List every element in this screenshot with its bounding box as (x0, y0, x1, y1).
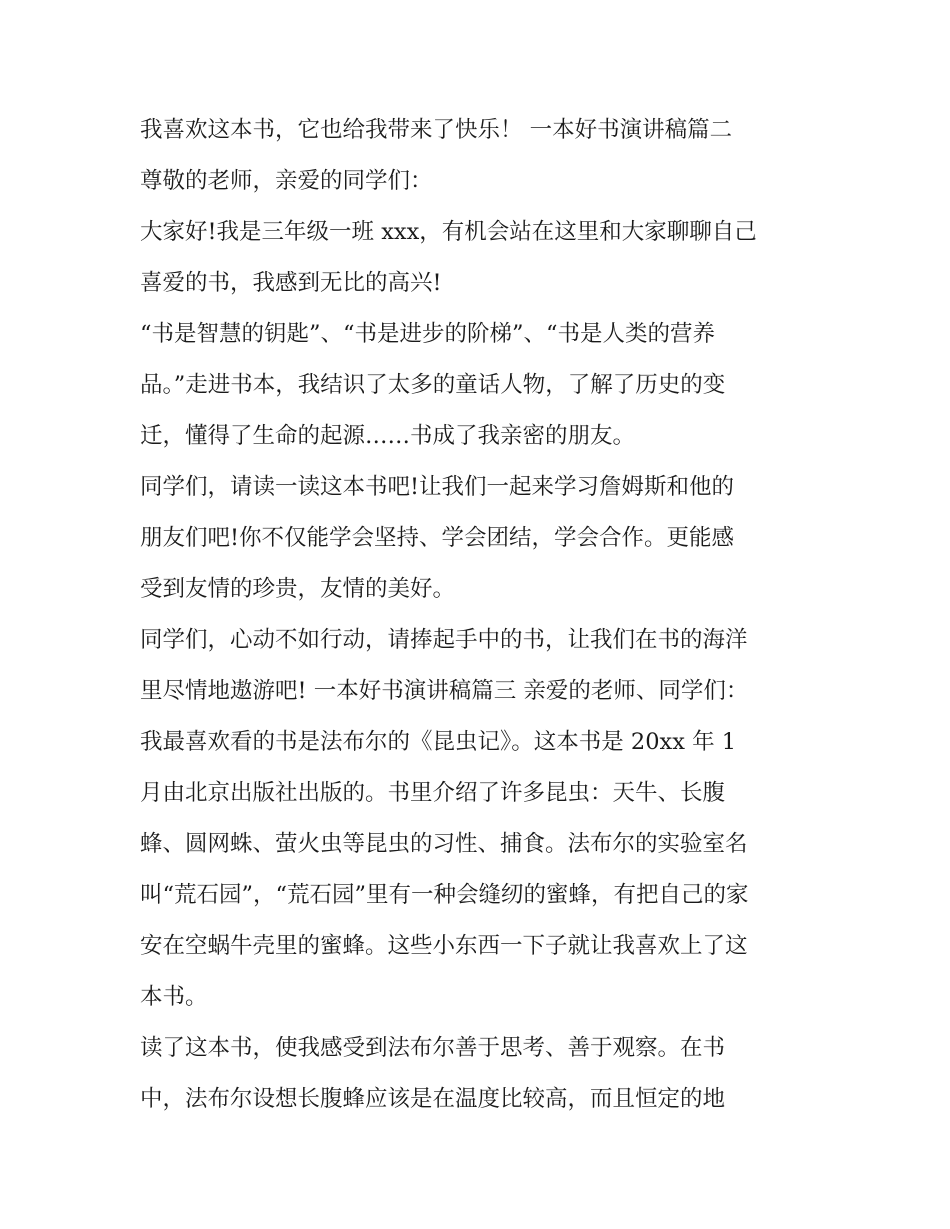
text-line: 叫“荒石园”，“荒石园”里有一种会缝纫的蜜蜂，有把自己的家 (140, 882, 749, 908)
text-line: 受到友情的珍贵，友情的美好。 (140, 576, 456, 602)
text-line: 里尽情地遨游吧! 一本好书演讲稿篇三 亲爱的老师、同学们： (140, 678, 749, 704)
text-line: 安在空蜗牛壳里的蜜蜂。这些小东西一下子就让我喜欢上了这 (140, 933, 748, 959)
document-body (140, 105, 812, 1125)
text-line: 品。”走进书本，我结识了太多的童话人物，了解了历史的变 (140, 372, 726, 398)
text-line: “书是智慧的钥匙”、“书是进步的阶梯”、“书是人类的营养 (140, 321, 716, 347)
text-line: 同学们，请读一读这本书吧!让我们一起来学习詹姆斯和他的 (140, 474, 735, 500)
text-line: 月由北京出版社出版的。书里介绍了许多昆虫：天牛、长腹 (140, 780, 726, 806)
text-line: 尊敬的老师，亲爱的同学们： (140, 168, 433, 194)
text-line: 本书。 (140, 984, 208, 1010)
text-line: 蜂、圆网蛛、萤火虫等昆虫的习性、捕食。法布尔的实验室名 (140, 831, 748, 857)
text-line: 喜爱的书，我感到无比的高兴! (140, 270, 442, 296)
text-line: 同学们，心动不如行动，请捧起手中的书，让我们在书的海洋 (140, 627, 748, 653)
text-line: 中，法布尔设想长腹蜂应该是在温度比较高，而且恒定的地 (140, 1086, 726, 1112)
text-line: 我最喜欢看的书是法布尔的《昆虫记》。这本书是 20xx 年 1 (140, 729, 737, 755)
text-line: 读了这本书，使我感受到法布尔善于思考、善于观察。在书 (140, 1035, 726, 1061)
text-line: 迁，懂得了生命的起源……书成了我亲密的朋友。 (140, 423, 636, 449)
text-line: 大家好!我是三年级一班 xxx，有机会站在这里和大家聊聊自己 (140, 219, 757, 245)
text-line: 我喜欢这本书，它也给我带来了快乐！ 一本好书演讲稿篇二 (140, 117, 733, 143)
text-line: 朋友们吧!你不仅能学会坚持、学会团结，学会合作。更能感 (140, 525, 735, 551)
